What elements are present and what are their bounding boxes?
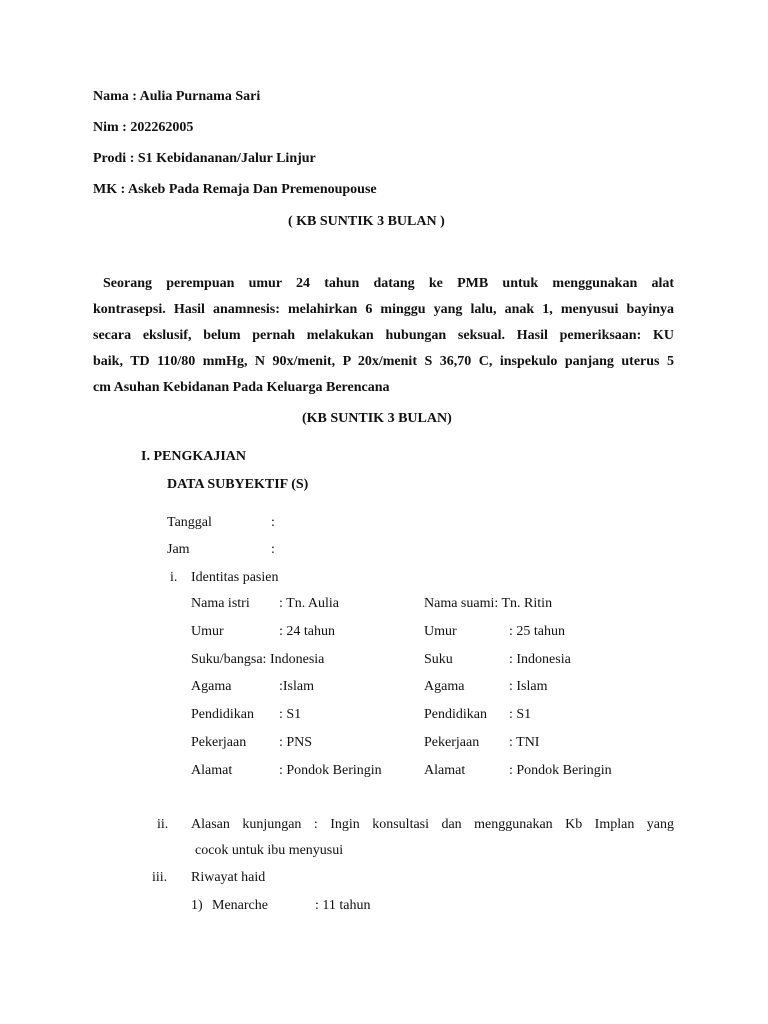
document-title: ( KB SUNTIK 3 BULAN )	[288, 214, 445, 229]
wife-address-label: Alamat	[191, 763, 233, 778]
wife-education-value: : S1	[279, 707, 302, 722]
case-paragraph	[93, 271, 674, 401]
wife-age-label: Umur	[191, 624, 224, 639]
jam-label: Jam	[167, 542, 190, 557]
identity-number: i.	[170, 570, 178, 585]
pengkajian-heading: I. PENGKAJIAN	[141, 449, 247, 464]
wife-age-value: : 24 tahun	[279, 624, 335, 639]
husband-address-value: : Pondok Beringin	[509, 763, 612, 778]
husband-religion-value: : Islam	[509, 679, 548, 694]
subjective-data-heading: DATA SUBYEKTIF (S)	[167, 477, 309, 492]
menarche-value: : 11 tahun	[315, 898, 371, 913]
wife-name-value: : Tn. Aulia	[279, 596, 340, 611]
wife-name-label: Nama istri	[191, 596, 250, 611]
menarche-number: 1)	[191, 898, 203, 913]
husband-ethnicity-value: : Indonesia	[509, 652, 571, 667]
husband-age-label: Umur	[424, 624, 457, 639]
wife-address-value: : Pondok Beringin	[279, 763, 382, 778]
husband-religion-label: Agama	[424, 679, 465, 694]
husband-occupation-value: : TNI	[509, 735, 540, 750]
wife-ethnicity-label: Suku/bangsa: Indonesia	[191, 652, 325, 667]
section-title: (KB SUNTIK 3 BULAN)	[302, 411, 452, 426]
visit-reason-line: Alasan kunjungan : Ingin konsultasi dan menggunakan Kb Implan yang	[191, 817, 674, 832]
husband-education-label: Pendidikan	[424, 707, 487, 722]
husband-education-value: : S1	[509, 707, 532, 722]
study-program: Prodi : S1 Kebidananan/Jalur Linjur	[93, 151, 316, 166]
student-nim: Nim : 202262005	[93, 120, 194, 135]
visit-reason-line: cocok untuk ibu menyusui	[195, 843, 344, 858]
case-line: cm Asuhan Kebidanan Pada Keluarga Berencana	[93, 380, 390, 395]
wife-religion-label: Agama	[191, 679, 232, 694]
case-line: baik, TD 110/80 mmHg, N 90x/menit, P 20x/menit S 36,70 C, inspekulo panjang uterus 5	[93, 354, 674, 369]
case-line: Seorang perempuan umur 24 tahun datang ke PMB untuk menggunakan alat	[103, 276, 674, 291]
husband-ethnicity-label: Suku	[424, 652, 453, 667]
wife-education-label: Pendidikan	[191, 707, 254, 722]
student-name: Nama : Aulia Purnama Sari	[93, 89, 261, 104]
husband-name-label: Nama suami: Tn. Ritin	[424, 596, 553, 611]
tanggal-label: Tanggal	[167, 515, 212, 530]
husband-address-label: Alamat	[424, 763, 466, 778]
menstrual-history-title: Riwayat haid	[191, 870, 266, 885]
menarche-label: Menarche	[212, 898, 268, 913]
jam-colon: :	[271, 542, 275, 557]
identity-title: Identitas pasien	[191, 570, 279, 585]
visit-reason	[191, 814, 674, 862]
menstrual-history-number: iii.	[152, 870, 168, 885]
wife-occupation-value: : PNS	[279, 735, 313, 750]
tanggal-colon: :	[271, 515, 275, 530]
case-line: kontrasepsi. Hasil anamnesis: melahirkan 6 minggu yang lalu, anak 1, menyusui bayinya	[93, 302, 674, 317]
course-name: MK : Askeb Pada Remaja Dan Premenoupouse	[93, 182, 377, 197]
wife-occupation-label: Pekerjaan	[191, 735, 247, 750]
reason-number: ii.	[157, 817, 169, 832]
husband-age-value: : 25 tahun	[509, 624, 565, 639]
husband-occupation-label: Pekerjaan	[424, 735, 480, 750]
wife-religion-value: :Islam	[279, 679, 314, 694]
case-line: secara ekslusif, belum pernah melakukan hubungan seksual. Hasil pemeriksaan: KU	[93, 328, 674, 343]
